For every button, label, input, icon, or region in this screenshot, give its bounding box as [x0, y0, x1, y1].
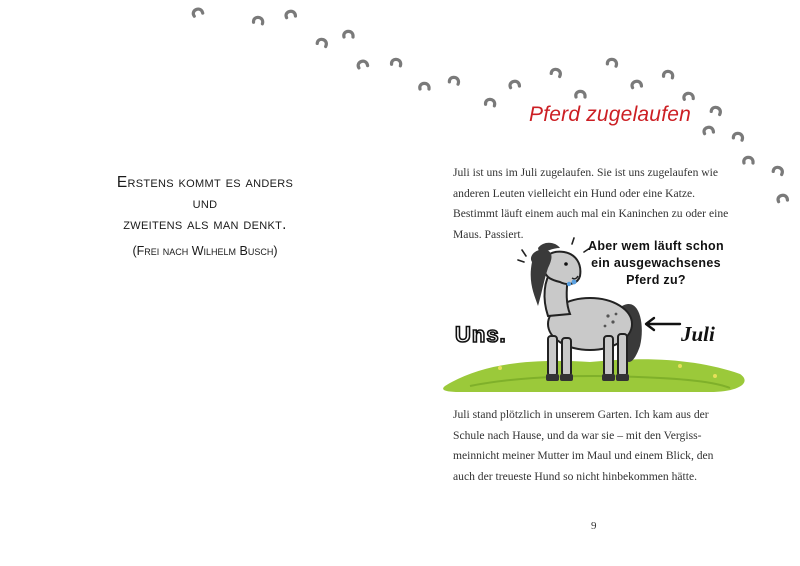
- text-line: Juli stand plötzlich in unserem Garten. Ich kam aus der: [453, 408, 709, 421]
- hoofprint-icon: [663, 71, 673, 78]
- speech-line: Pferd zu?: [626, 273, 686, 287]
- hoofprint-icon: [631, 81, 641, 88]
- hoofprint-icon: [449, 76, 459, 84]
- page-number: 9: [591, 520, 597, 532]
- hoofprint-icon: [317, 38, 328, 46]
- quote-line: zweitens als man denkt.: [123, 216, 287, 233]
- hoofprint-icon: [551, 68, 562, 76]
- chapter-title: Pferd zugelaufen: [529, 103, 691, 126]
- hoofprint-icon: [773, 166, 784, 174]
- hoofprint-icon: [192, 8, 203, 16]
- hoofprint-icon: [509, 81, 519, 88]
- hoofprint-icon: [485, 99, 495, 106]
- label-uns: Uns.: [455, 322, 507, 347]
- hoofprint-icon: [357, 60, 367, 68]
- hoofprint-icon: [391, 59, 401, 66]
- hoofprint-icon: [285, 11, 295, 18]
- hoofprint-icon: [777, 195, 787, 202]
- quote-attribution: (Frei nach Wilhelm Busch): [132, 244, 278, 258]
- hoofprint-icon: [703, 127, 713, 134]
- text-line: Bestimmt läuft einem auch mal ein Kaninchen zu oder eine: [453, 207, 729, 220]
- text-line: anderen Leuten vielleicht ein Hund oder eine Katze.: [453, 186, 696, 200]
- speech-line: Aber wem läuft schon: [588, 239, 724, 253]
- hoofprint-icon: [733, 132, 743, 140]
- quote-line: Erstens kommt es anders: [116, 174, 294, 191]
- paragraph-intro: [453, 163, 748, 245]
- text-line: Schule nach Hause, und da war sie – mit den Vergiss-: [453, 428, 702, 442]
- hoofprint-icon: [576, 91, 585, 97]
- hoofprint-icon: [420, 83, 429, 89]
- text-line: Maus. Passiert.: [453, 227, 524, 241]
- text-line: Juli ist uns im Juli zugelaufen. Sie ist uns zugelaufen wie: [453, 166, 719, 179]
- illustration-speech: [586, 238, 726, 289]
- speech-line: ein ausgewachsenes: [591, 256, 721, 270]
- arrow-icon: [646, 318, 680, 330]
- hoofprint-icon: [684, 93, 694, 99]
- hoofprint-icon: [711, 106, 722, 114]
- text-line: meinnicht meiner Mutter im Maul und einem Blick, den: [453, 449, 714, 462]
- paragraph-garden: [453, 405, 748, 487]
- hoofprint-icon: [607, 58, 617, 66]
- label-juli: Juli: [681, 322, 715, 346]
- text-line: auch der treueste Hund so nicht hinbekommen hätte.: [453, 469, 698, 483]
- hoofprint-icon: [253, 17, 263, 24]
- hoofprint-icon: [344, 31, 353, 37]
- quote-line: und: [192, 195, 218, 212]
